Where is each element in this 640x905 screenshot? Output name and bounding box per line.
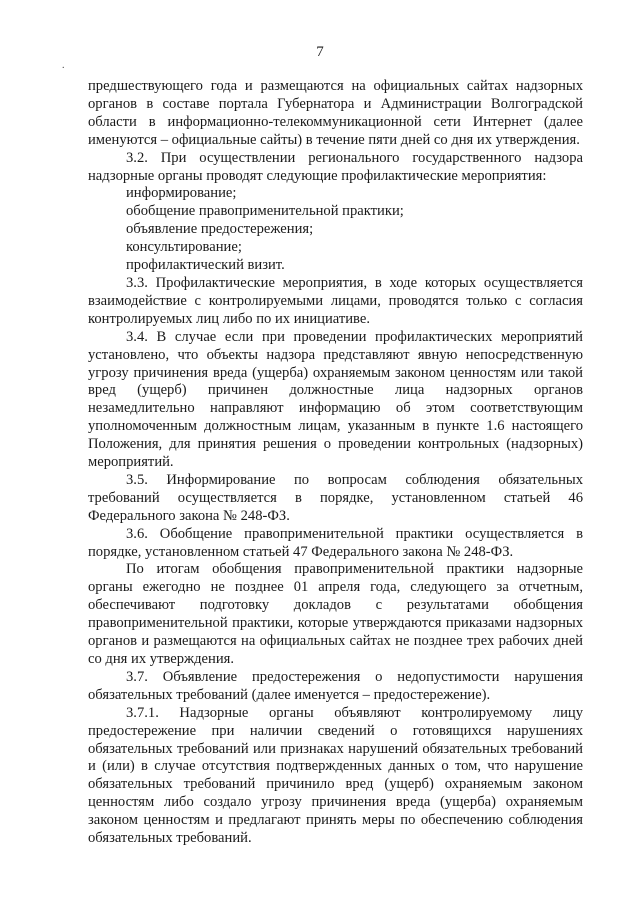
- list-item: профилактический визит.: [126, 257, 285, 274]
- paragraph-3-5: 3.5. Информирование по вопросам соблюдения обязательных требований осуществляется в порядке, установленном статьей 46 Федерального закона № 248-ФЗ.: [88, 471, 583, 524]
- paragraph-3-6-reports: По итогам обобщения правоприменительной практики надзорные органы ежегодно не позднее 01 апреля года, следующего за отчетным, обеспечивают подготовку докладов с результатами обобщения правоприменительной практики, которые утверждаются приказами надзорных органов и размещаются на официальных сайтах не позднее трех рабочих дней со дня их утверждения.: [88, 561, 583, 667]
- list-item: объявление предостережения;: [126, 221, 314, 238]
- document-body: [88, 78, 583, 848]
- scan-dot: .: [62, 60, 65, 71]
- list-item: консультирование;: [126, 239, 242, 256]
- paragraph-3-3: 3.3. Профилактические мероприятия, в ходе которых осуществляется взаимодействие с контролируемыми лицами, проводятся только с согласия контролируемых лиц либо по их инициативе.: [88, 274, 583, 327]
- paragraph-3-6: 3.6. Обобщение правоприменительной практики осуществляется в порядке, установленном статьей 47 Федерального закона № 248-ФЗ.: [88, 525, 583, 560]
- page-number: 7: [316, 44, 324, 60]
- paragraph-3-4: 3.4. В случае если при проведении профилактических мероприятий установлено, что объекты надзора представляют явную непосредственную угрозу причинения вреда (ущерба) охраняемым законом ценностям или такой вред (ущерб) причинен должностные лица надзорных органов незамедлительно направляют информацию об этом соответствующим уполномоченным должностным лицам, указанным в пункте 1.6 настоящего Положения, для принятия решения о проведении контрольных (надзорных) мероприятий.: [88, 328, 583, 471]
- list-item: обобщение правоприменительной практики;: [126, 203, 404, 220]
- paragraph-3-2: 3.2. При осуществлении регионального государственного надзора надзорные органы проводят следующие профилактические мероприятия:: [88, 149, 583, 184]
- paragraph-continuation: предшествующего года и размещаются на официальных сайтах надзорных органов в составе портала Губернатора и Администрации Волгоградской области в информационно-телекоммуникационной сети Интернет (далее именуются – официальные сайты) в течение пяти дней со дня их утверждения.: [88, 78, 583, 148]
- paragraph-3-7-1: 3.7.1. Надзорные органы объявляют контролируемому лицу предостережение при наличии сведений о готовящихся нарушениях обязательных требований или признаках нарушений обязательных требований и (или) в случае отсутствия подтвержденных данных о том, что нарушение обязательных требований причинило вред (ущерб) охраняемым законом ценностям либо создало угрозу причинения вреда (ущерба) охраняемым законом ценностям и предлагают принять меры по обеспечению соблюдения обязательных требований.: [88, 704, 583, 847]
- list-item: информирование;: [126, 185, 237, 202]
- paragraph-3-7: 3.7. Объявление предостережения о недопустимости нарушения обязательных требований (далее именуется – предостережение).: [88, 668, 583, 703]
